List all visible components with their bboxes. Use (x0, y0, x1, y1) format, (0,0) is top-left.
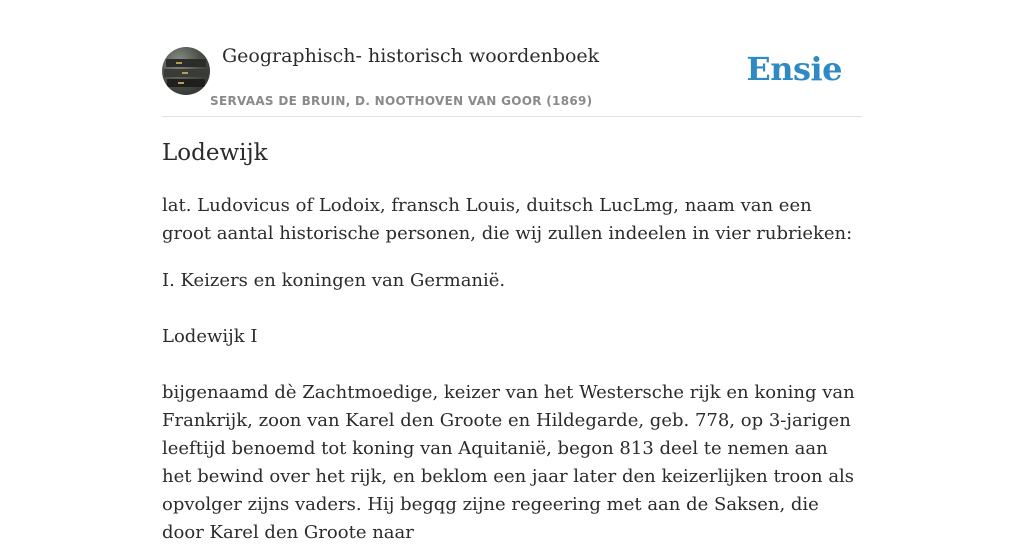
ensie-logo-link[interactable]: Ensie (746, 50, 842, 88)
entry-paragraph: bijgenaamd dè Zachtmoedige, keizer van het Westersche rijk en koning van Frankrijk, zoon van Karel den Groote en Hildegarde, geb. 778, op 3-jarigen leeftijd benoemd tot koning van Aquitanië, begon 813 deel te nemen aan het bewind over het rijk, en beklom een jaar later den keizerlijken troon als opvolger zijns vaders. Hij begqg zijne regeering met aan de Saksen, die door Karel den Groote naar (162, 382, 855, 543)
book-cover-avatar[interactable] (162, 47, 210, 95)
entry-title: Lodewijk (162, 140, 268, 166)
book-spine-shape (166, 59, 206, 67)
entry-paragraph: Lodewijk I (162, 326, 258, 347)
spine-stripe (182, 72, 188, 74)
spine-stripe (176, 62, 182, 64)
page-container (162, 0, 862, 543)
spine-stripe (178, 82, 184, 84)
book-header (162, 0, 862, 117)
book-title-link[interactable]: Geographisch- historisch woordenboek (222, 45, 600, 67)
book-authors: SERVAAS DE BRUIN, D. NOOTHOVEN VAN GOOR (1869) (210, 94, 593, 108)
entry-paragraph: I. Keizers en koningen van Germanië. (162, 270, 506, 291)
book-spine-shape (167, 79, 205, 87)
entry-paragraph: lat. Ludovicus of Lodoix, fransch Louis, duitsch LucLmg, naam van een groot aantal historische personen, die wij zullen indeelen in vier rubrieken: (162, 195, 853, 244)
